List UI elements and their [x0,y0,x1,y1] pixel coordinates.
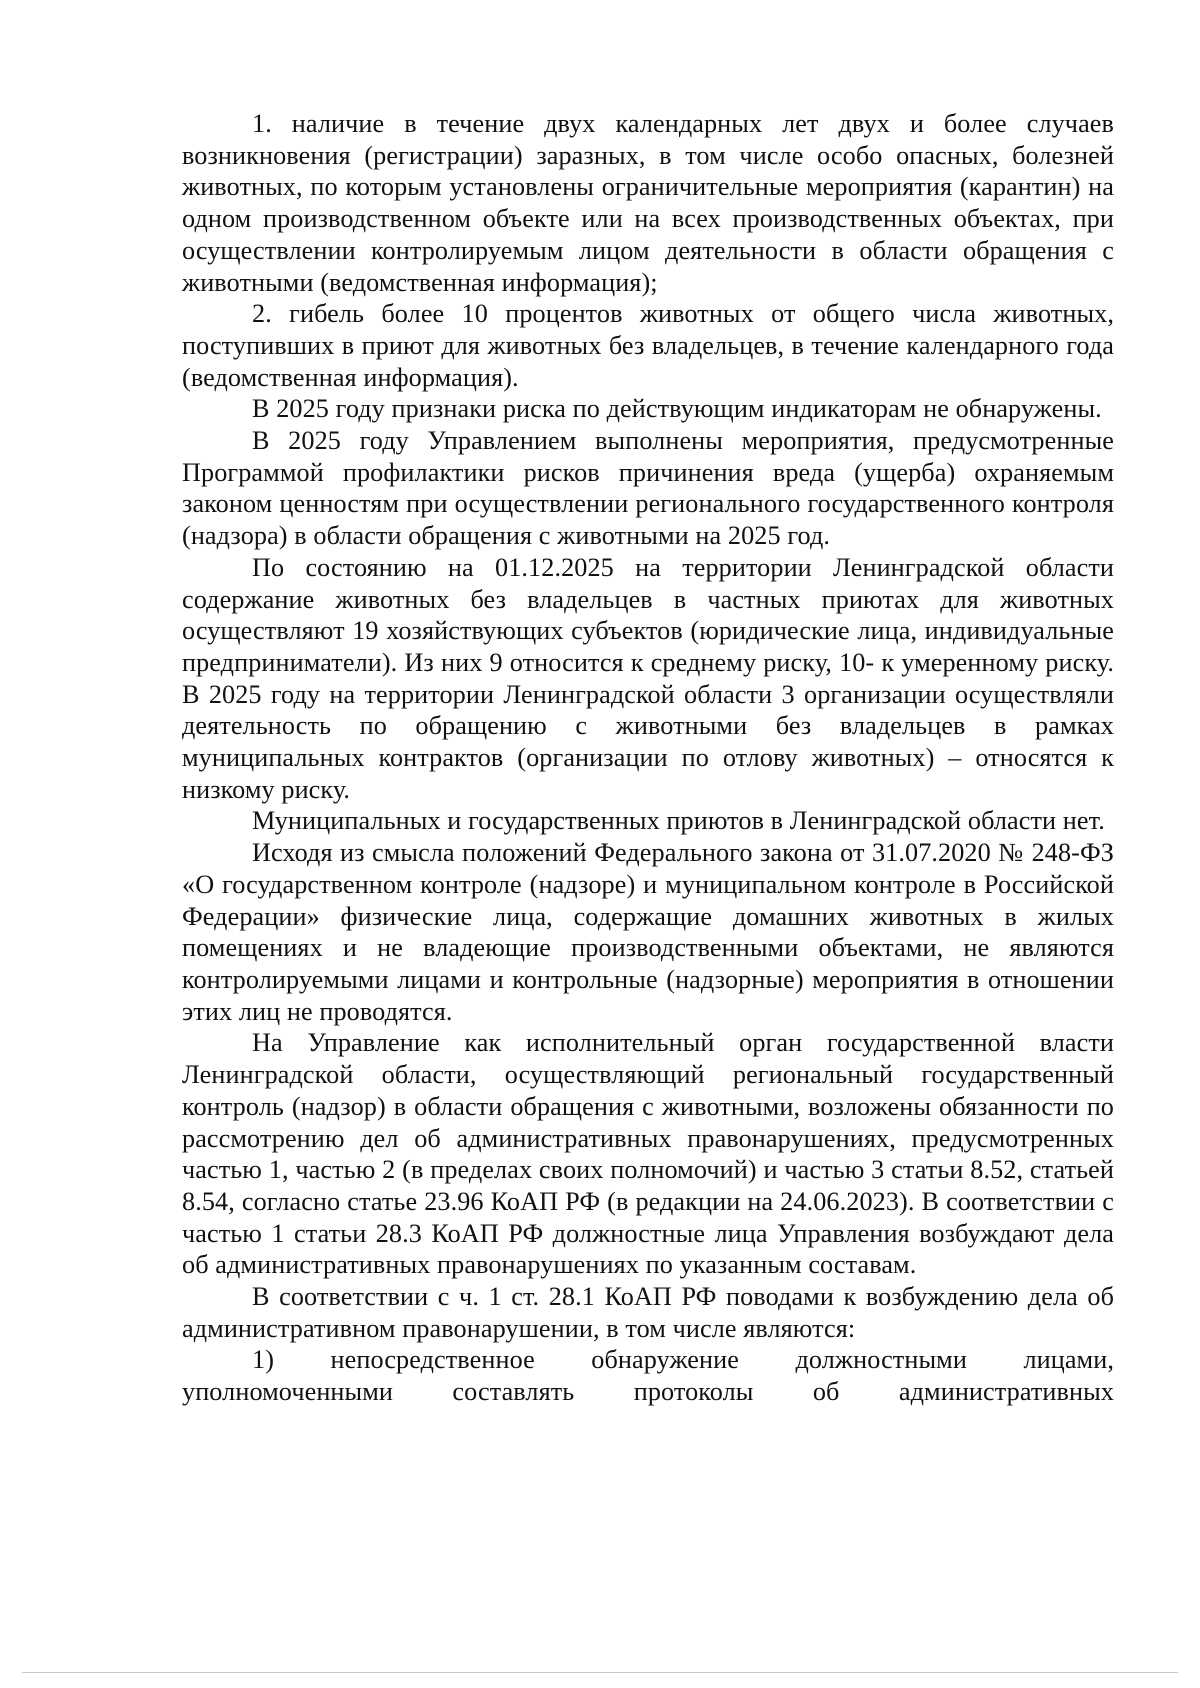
paragraph-program: В 2025 году Управлением выполнены мероприятия, предусмотренные Программой профилактики рисков причинения вреда (ущерба) охраняемым законом ценностям при осуществлении регионального государственного контроля (надзора) в области обращения с животными на 2025 год. [182,426,1114,551]
paragraph-risk-signs: В 2025 году признаки риска по действующим индикаторам не обнаружены. [252,394,1102,424]
paragraph-koap-grounds: В соответствии с ч. 1 ст. 28.1 КоАП РФ поводами к возбуждению дела об административном правонарушении, в том числе являются: [182,1282,1114,1343]
document-page [182,108,1114,1408]
paragraph-federal-law: Исходя из смысла положений Федерального закона от 31.07.2020 № 248-ФЗ «О государственном контроле (надзоре) и муниципальном контроле в Российской Федерации» физические лица, содержащие домашних животных в жилых помещениях и не владеющие производственными объектами, не являются контролируемыми лицами и контрольные (надзорные) мероприятия в отношении этих лиц не проводятся. [182,838,1114,1026]
paragraph-shelters-status: По состоянию на 01.12.2025 на территории Ленинградской области содержание животных без владельцев в частных приютах для животных осуществляют 19 хозяйствующих субъектов (юридические лица, индивидуальные предприниматели). Из них 9 относится к среднему риску, 10- к умеренному риску. В 2025 году на территории Ленинградской области 3 организации осуществляли деятельность по обращению с животными без владельцев в рамках муниципальных контрактов (организации по отлову животных) – относятся к низкому риску. [182,552,1114,804]
paragraph-no-public-shelters: Муниципальных и государственных приютов в Ленинградской области нет. [252,806,1105,836]
paragraph-indicator-2: 2. гибель более 10 процентов животных от общего числа животных, поступивших в приют для животных без владельцев, в течение календарного года (ведомственная информация). [182,299,1114,392]
paragraph-administration-duties: На Управление как исполнительный орган государственной власти Ленинградской области, осуществляющий региональный государственный контроль (надзор) в области обращения с животными, возложены обязанности по рассмотрению дел об административных правонарушениях, предусмотренных частью 1, частью 2 (в пределах своих полномочий) и частью 3 статьи 8.52, статьей 8.54, согласно статье 23.96 КоАП РФ (в редакции на 24.06.2023). В соответствии с частью 1 статьи 28.3 КоАП РФ должностные лица Управления возбуждают дела об административных правонарушениях по указанным составам. [182,1028,1114,1280]
paragraph-indicator-1: 1. наличие в течение двух календарных лет двух и более случаев возникновения (регистрации) заразных, в том числе особо опасных, болезней животных, по которым установлены ограничительные мероприятия (карантин) на одном производственном объекте или на всех производственных объектах, при осуществлении контролируемым лицом деятельности в области обращения с животными (ведомственная информация); [182,109,1114,297]
paragraph-list-item-1: 1) непосредственное обнаружение должностными лицами, уполномоченными составлять протоколы об административных [182,1345,1114,1407]
page-bottom-edge [22,1672,1178,1673]
